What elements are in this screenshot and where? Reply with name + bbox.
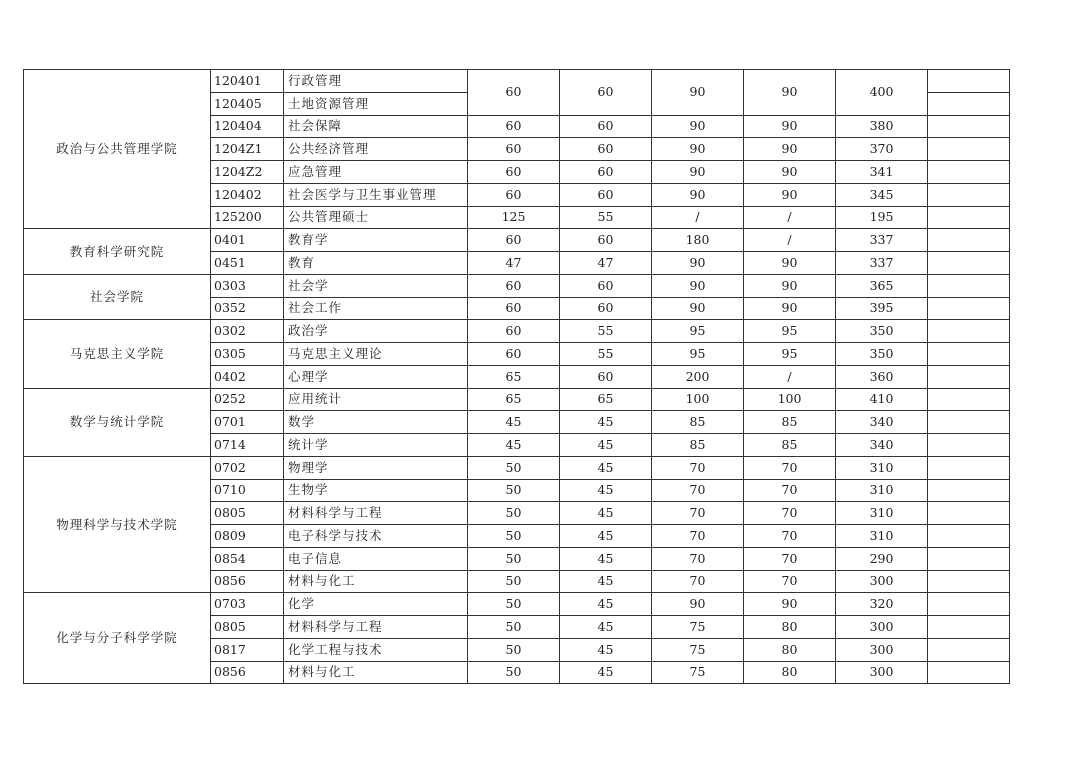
major-code: 1204Z1: [211, 138, 284, 161]
blank-cell: [928, 92, 1010, 115]
blank-cell: [928, 274, 1010, 297]
score-subject-1: 70: [652, 456, 744, 479]
score-subject-1: 85: [652, 411, 744, 434]
college-name: 化学与分子科学学院: [24, 593, 211, 684]
major-code: 0809: [211, 525, 284, 548]
score-subject-2: 90: [744, 183, 836, 206]
blank-cell: [928, 320, 1010, 343]
score-subject-2: /: [744, 365, 836, 388]
major-name: 应急管理: [284, 161, 468, 184]
score-subject-1: 70: [652, 525, 744, 548]
score-politics: 50: [468, 456, 560, 479]
score-subject-2: 70: [744, 456, 836, 479]
score-subject-1: 90: [652, 593, 744, 616]
score-subject-2: 90: [744, 274, 836, 297]
major-code: 1204Z2: [211, 161, 284, 184]
major-code: 120401: [211, 70, 284, 93]
score-total: 195: [836, 206, 928, 229]
score-foreign-language: 60: [560, 115, 652, 138]
score-total: 310: [836, 456, 928, 479]
major-name: 电子科学与技术: [284, 525, 468, 548]
major-code: 0856: [211, 661, 284, 684]
score-politics: 50: [468, 593, 560, 616]
score-table: [23, 69, 1010, 684]
score-foreign-language: 55: [560, 206, 652, 229]
major-name: 教育学: [284, 229, 468, 252]
major-code: 0854: [211, 547, 284, 570]
score-foreign-language: 60: [560, 70, 652, 116]
score-politics: 60: [468, 343, 560, 366]
score-foreign-language: 45: [560, 638, 652, 661]
blank-cell: [928, 70, 1010, 93]
major-name: 社会保障: [284, 115, 468, 138]
score-subject-1: 70: [652, 502, 744, 525]
score-total: 310: [836, 525, 928, 548]
blank-cell: [928, 297, 1010, 320]
score-subject-2: 90: [744, 593, 836, 616]
blank-cell: [928, 661, 1010, 684]
score-subject-2: /: [744, 229, 836, 252]
score-subject-2: 85: [744, 434, 836, 457]
major-name: 材料科学与工程: [284, 502, 468, 525]
score-politics: 60: [468, 274, 560, 297]
major-code: 0305: [211, 343, 284, 366]
score-total: 380: [836, 115, 928, 138]
blank-cell: [928, 252, 1010, 275]
college-name: 教育科学研究院: [24, 229, 211, 275]
score-politics: 65: [468, 365, 560, 388]
score-subject-2: 70: [744, 502, 836, 525]
score-foreign-language: 55: [560, 343, 652, 366]
college-name: 数学与统计学院: [24, 388, 211, 456]
score-subject-1: 70: [652, 547, 744, 570]
score-total: 341: [836, 161, 928, 184]
blank-cell: [928, 570, 1010, 593]
score-subject-2: 95: [744, 343, 836, 366]
score-politics: 65: [468, 388, 560, 411]
score-total: 395: [836, 297, 928, 320]
score-subject-1: 75: [652, 616, 744, 639]
score-foreign-language: 55: [560, 320, 652, 343]
major-code: 120404: [211, 115, 284, 138]
score-subject-1: 70: [652, 479, 744, 502]
major-name: 土地资源管理: [284, 92, 468, 115]
score-subject-2: 70: [744, 525, 836, 548]
score-subject-1: 180: [652, 229, 744, 252]
score-subject-1: 95: [652, 320, 744, 343]
major-name: 社会学: [284, 274, 468, 297]
score-total: 337: [836, 252, 928, 275]
score-total: 340: [836, 434, 928, 457]
score-foreign-language: 60: [560, 229, 652, 252]
score-foreign-language: 60: [560, 274, 652, 297]
score-subject-2: 90: [744, 161, 836, 184]
major-code: 0702: [211, 456, 284, 479]
score-foreign-language: 45: [560, 593, 652, 616]
major-name: 社会工作: [284, 297, 468, 320]
score-total: 290: [836, 547, 928, 570]
major-name: 公共管理硕士: [284, 206, 468, 229]
score-subject-1: 90: [652, 70, 744, 116]
major-code: 0701: [211, 411, 284, 434]
score-total: 310: [836, 502, 928, 525]
score-subject-2: 80: [744, 616, 836, 639]
major-name: 社会医学与卫生事业管理: [284, 183, 468, 206]
score-total: 337: [836, 229, 928, 252]
college-name: 马克思主义学院: [24, 320, 211, 388]
major-code: 0302: [211, 320, 284, 343]
college-name: 社会学院: [24, 274, 211, 320]
major-code: 120402: [211, 183, 284, 206]
score-subject-2: 70: [744, 479, 836, 502]
major-code: 0710: [211, 479, 284, 502]
score-subject-1: 90: [652, 115, 744, 138]
major-code: 120405: [211, 92, 284, 115]
score-total: 300: [836, 616, 928, 639]
major-code: 0805: [211, 616, 284, 639]
major-name: 政治学: [284, 320, 468, 343]
score-subject-1: 85: [652, 434, 744, 457]
major-name: 心理学: [284, 365, 468, 388]
table-row: [24, 274, 1010, 297]
score-subject-2: 80: [744, 661, 836, 684]
score-foreign-language: 47: [560, 252, 652, 275]
score-foreign-language: 45: [560, 547, 652, 570]
major-name: 教育: [284, 252, 468, 275]
score-subject-2: 70: [744, 547, 836, 570]
table-row: [24, 593, 1010, 616]
score-foreign-language: 45: [560, 570, 652, 593]
score-politics: 60: [468, 229, 560, 252]
score-subject-1: 75: [652, 661, 744, 684]
table-row: [24, 229, 1010, 252]
blank-cell: [928, 525, 1010, 548]
blank-cell: [928, 115, 1010, 138]
college-name: 政治与公共管理学院: [24, 70, 211, 229]
score-subject-1: 100: [652, 388, 744, 411]
score-subject-2: 95: [744, 320, 836, 343]
major-code: 0714: [211, 434, 284, 457]
score-politics: 50: [468, 479, 560, 502]
score-politics: 60: [468, 115, 560, 138]
major-name: 应用统计: [284, 388, 468, 411]
score-politics: 50: [468, 547, 560, 570]
score-subject-1: 70: [652, 570, 744, 593]
blank-cell: [928, 616, 1010, 639]
college-name: 物理科学与技术学院: [24, 456, 211, 593]
score-subject-2: 90: [744, 297, 836, 320]
score-subject-1: 90: [652, 252, 744, 275]
major-name: 统计学: [284, 434, 468, 457]
score-total: 340: [836, 411, 928, 434]
blank-cell: [928, 479, 1010, 502]
score-politics: 50: [468, 661, 560, 684]
major-code: 0252: [211, 388, 284, 411]
major-name: 生物学: [284, 479, 468, 502]
score-foreign-language: 45: [560, 456, 652, 479]
score-politics: 47: [468, 252, 560, 275]
score-politics: 50: [468, 570, 560, 593]
score-subject-1: 75: [652, 638, 744, 661]
score-foreign-language: 60: [560, 138, 652, 161]
score-foreign-language: 45: [560, 616, 652, 639]
score-foreign-language: 45: [560, 479, 652, 502]
score-foreign-language: 65: [560, 388, 652, 411]
major-name: 电子信息: [284, 547, 468, 570]
major-name: 化学: [284, 593, 468, 616]
score-subject-1: 90: [652, 274, 744, 297]
score-politics: 50: [468, 616, 560, 639]
score-foreign-language: 60: [560, 183, 652, 206]
score-politics: 60: [468, 297, 560, 320]
blank-cell: [928, 638, 1010, 661]
score-subject-2: 70: [744, 570, 836, 593]
blank-cell: [928, 388, 1010, 411]
score-subject-2: 90: [744, 70, 836, 116]
major-name: 数学: [284, 411, 468, 434]
major-name: 化学工程与技术: [284, 638, 468, 661]
score-politics: 50: [468, 638, 560, 661]
score-foreign-language: 45: [560, 434, 652, 457]
score-politics: 45: [468, 434, 560, 457]
score-politics: 60: [468, 70, 560, 116]
table-row: [24, 456, 1010, 479]
major-code: 0856: [211, 570, 284, 593]
blank-cell: [928, 183, 1010, 206]
major-code: 0451: [211, 252, 284, 275]
score-total: 300: [836, 661, 928, 684]
blank-cell: [928, 411, 1010, 434]
blank-cell: [928, 138, 1010, 161]
score-subject-1: 90: [652, 138, 744, 161]
major-code: 0401: [211, 229, 284, 252]
table-row: [24, 388, 1010, 411]
score-total: 345: [836, 183, 928, 206]
score-foreign-language: 45: [560, 411, 652, 434]
score-subject-1: 90: [652, 183, 744, 206]
blank-cell: [928, 365, 1010, 388]
score-total: 410: [836, 388, 928, 411]
score-subject-1: 95: [652, 343, 744, 366]
major-name: 材料与化工: [284, 570, 468, 593]
blank-cell: [928, 434, 1010, 457]
major-code: 0703: [211, 593, 284, 616]
score-table-body: [24, 70, 1010, 684]
major-code: 0303: [211, 274, 284, 297]
score-total: 300: [836, 638, 928, 661]
score-subject-1: 90: [652, 297, 744, 320]
score-subject-2: 90: [744, 252, 836, 275]
score-subject-2: /: [744, 206, 836, 229]
score-subject-2: 100: [744, 388, 836, 411]
score-politics: 60: [468, 138, 560, 161]
score-subject-1: /: [652, 206, 744, 229]
major-code: 0805: [211, 502, 284, 525]
major-name: 物理学: [284, 456, 468, 479]
score-total: 310: [836, 479, 928, 502]
major-name: 公共经济管理: [284, 138, 468, 161]
major-name: 材料科学与工程: [284, 616, 468, 639]
score-total: 300: [836, 570, 928, 593]
score-total: 400: [836, 70, 928, 116]
score-politics: 60: [468, 161, 560, 184]
score-politics: 50: [468, 525, 560, 548]
table-row: [24, 320, 1010, 343]
blank-cell: [928, 161, 1010, 184]
major-code: 0352: [211, 297, 284, 320]
score-subject-2: 90: [744, 138, 836, 161]
score-subject-2: 90: [744, 115, 836, 138]
blank-cell: [928, 593, 1010, 616]
score-politics: 125: [468, 206, 560, 229]
blank-cell: [928, 456, 1010, 479]
score-total: 350: [836, 343, 928, 366]
blank-cell: [928, 206, 1010, 229]
major-code: 125200: [211, 206, 284, 229]
blank-cell: [928, 229, 1010, 252]
score-foreign-language: 60: [560, 365, 652, 388]
score-politics: 60: [468, 183, 560, 206]
score-total: 370: [836, 138, 928, 161]
score-politics: 60: [468, 320, 560, 343]
table-row: [24, 70, 1010, 93]
score-foreign-language: 60: [560, 297, 652, 320]
score-total: 320: [836, 593, 928, 616]
major-code: 0817: [211, 638, 284, 661]
score-foreign-language: 45: [560, 502, 652, 525]
blank-cell: [928, 343, 1010, 366]
score-subject-1: 90: [652, 161, 744, 184]
blank-cell: [928, 547, 1010, 570]
score-subject-1: 200: [652, 365, 744, 388]
score-total: 365: [836, 274, 928, 297]
score-foreign-language: 45: [560, 661, 652, 684]
score-foreign-language: 45: [560, 525, 652, 548]
score-subject-2: 80: [744, 638, 836, 661]
major-code: 0402: [211, 365, 284, 388]
major-name: 马克思主义理论: [284, 343, 468, 366]
score-foreign-language: 60: [560, 161, 652, 184]
score-politics: 50: [468, 502, 560, 525]
major-name: 材料与化工: [284, 661, 468, 684]
major-name: 行政管理: [284, 70, 468, 93]
score-politics: 45: [468, 411, 560, 434]
blank-cell: [928, 502, 1010, 525]
score-total: 350: [836, 320, 928, 343]
score-subject-2: 85: [744, 411, 836, 434]
score-total: 360: [836, 365, 928, 388]
